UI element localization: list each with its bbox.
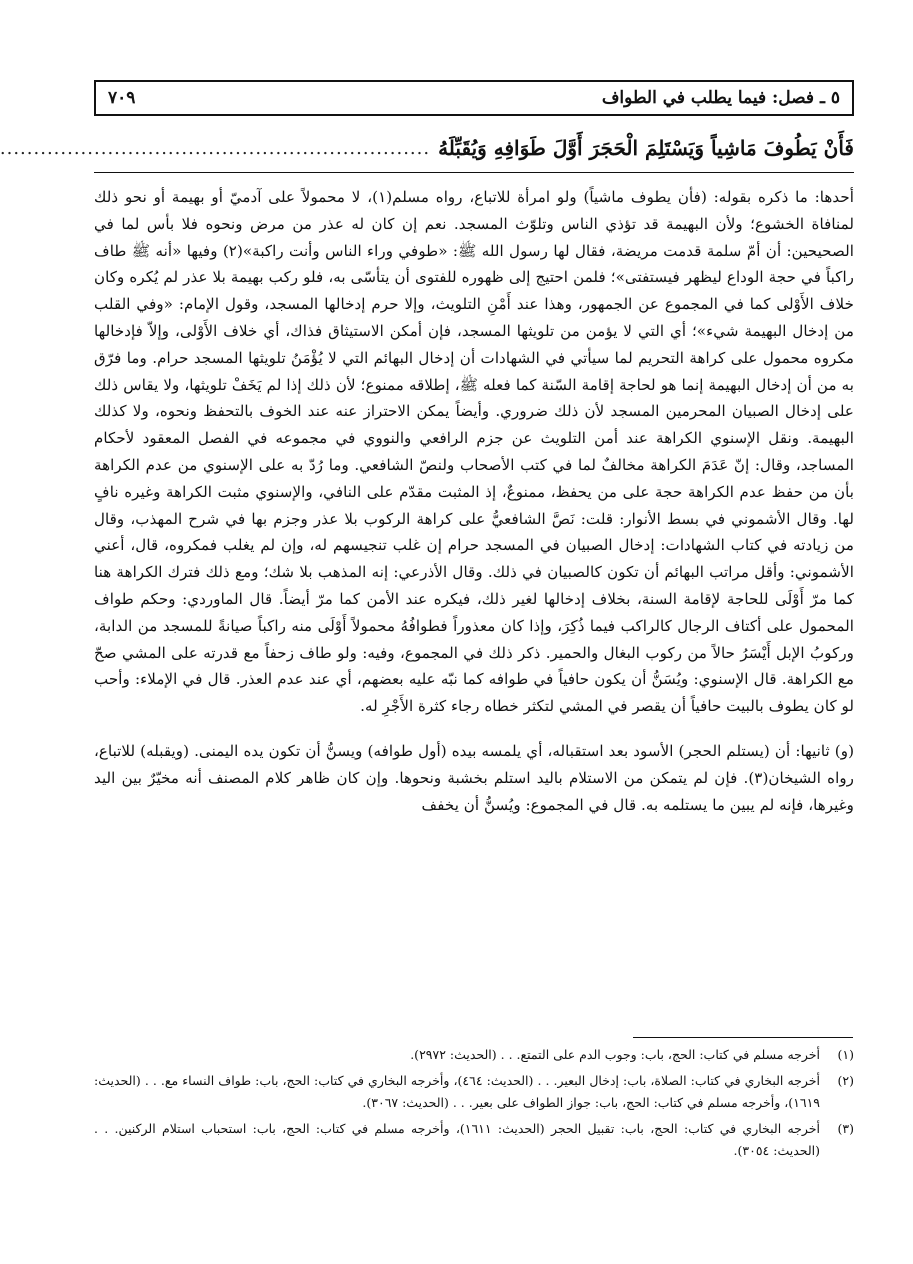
footnote-item (94, 1070, 854, 1114)
header-divider (94, 172, 854, 173)
leader-dots: ................................................................ (0, 137, 431, 159)
matn-text: فَأَنْ يَطُوفَ مَاشِياً وَيَسْتَلِمَ الْحَجَرَ أَوَّلَ طَوَافِهِ وَيُقَبِّلَهُ (438, 136, 854, 160)
page-number: ٧٠٩ (108, 88, 136, 108)
footnote-number: (٣) (837, 1121, 854, 1136)
footnote-item (94, 1118, 854, 1162)
commentary-body (94, 184, 854, 818)
footnote-text: أخرجه البخاري في كتاب: الحج، باب: تقبيل الحجر (الحديث: ١٦١١)، وأخرجه مسلم في كتاب: الحج، باب: استحباب استلام الركنين. . . (الحديث: ٣٠٥٤). (94, 1121, 820, 1158)
footnote-text: أخرجه مسلم في كتاب: الحج، باب: وجوب الدم على التمتع. . . (الحديث: ٢٩٧٢). (410, 1047, 820, 1062)
footnotes (94, 1044, 854, 1166)
footnote-number: (١) (837, 1047, 854, 1062)
footnote-item (94, 1044, 854, 1066)
chapter-title: ٥ ـ فصل: فيما يطلب في الطواف (601, 88, 840, 108)
footnote-number: (٢) (837, 1073, 854, 1088)
paragraph-first: أحدها: ما ذكره بقوله: (فأن يطوف ماشياً) ولو امرأة للاتباع، رواه مسلم(١)، لا محمولاً على آدميّ أو بهيمة أو نحو ذلك لمنافاة الخشوع؛ ولأن البهيمة قد تؤذي الناس وتلوّث المسجد. نعم إن كان له عذر من مرض ونحوه فلا بأس لما في الصحيحين: أن أمّ سلمة قدمت مريضة، فقال لها رسول الله ﷺ: «طوفي وراء الناس وأنت راكبة»(٢) وفيها «أنه ﷺ طاف راكباً في حجة الوداع ليظهر فيستفتى»؛ فلمن احتيج إلى ظهوره للفتوى أن يتأسّى به، فلو ركب بهيمة بلا عذر لم يُكره وكان خلاف الأَوْلى كما في المجموع عن الجمهور، وهذا عند أَمْنِ التلويث، وإلا حرم إدخالها المسجد، وقول الإمام: «وفي القلب من إدخال البهيمة شيء»؛ أي التي لا يؤمن من تلويثها المسجد، فإن أمكن الاستيثاق فذاك، أي خلاف الأَوْلى، وإلاّ فإدخالها مكروه محمول على كراهة التحريم لما سيأتي في الشهادات أن إدخال البهائم التي لا يُؤْمَنُ تلويثها المسجد حرام. وما فرّق به من أن إدخال البهيمة إنما هو لحاجة إقامة السّنة كما فعله ﷺ، إطلاقه ممنوع؛ لأن ذلك إذا لم يَخَفْ تلويثها، ولا يقاس ذلك على إدخال الصبيان المحرمين المسجد لأن ذلك ضروري. وأيضاً يمكن الاحتراز عنه عند الخوف بالتحفظ ونحوه، ولا كذلك البهيمة. ونقل الإسنوي الكراهة عند أمن التلويث عن جزم الرافعي والنووي في مجموعه في الفصل المعقود لأحكام المساجد، وقال: إنّ عَدَمَ الكراهة مخالفٌ لما في كتب الأصحاب ولنصّ الشافعي. وما رُدّ به على الإسنوي من عدم الكراهة بأن من حفظ عدم الكراهة حجة على من يحفظ، ممنوعٌ، إذ المثبت مقدّم على النافي، والإسنوي مثبت الكراهة وغيره نافٍ لها. وقال الأشموني في بسط الأنوار: قلت: نَصَّ الشافعيُّ على كراهة الركوب بلا عذر وجزم بها في شرح المهذب، وقال من زيادته في كتاب الشهادات: إدخال الصبيان في المسجد حرام إن غلب تنجيسهم له، وإن لم يغلب فمكروه، قال، أعني الأشموني: وأقل مراتب البهائم أن تكون كالصبيان في ذلك. وقال الأذرعي: إنه المذهب بلا شك؛ ومع ذلك فترك الكراهة هنا كما مرّ أَوْلَى للحاجة لإقامة السنة، بخلاف إدخالها لغير ذلك، فيكره عند الأمن كما مرّ أيضاً. قال الماوردي: وحكم طواف المحمول على أكتاف الرجال كالراكب فيما ذُكِرَ، وإذا كان معذوراً فطوافُهُ محمولاً أَوْلَى منه راكباً صيانةً للمسجد من الدابة، وركوبُ الإبل أَيْسَرُ حالاً من ركوب البغال والحمير. ذكر ذلك في المجموع، وفيه: ولو طاف زحفاً مع قدرته على المشي صحّ مع الكراهة. قال الإسنوي: ويُسَنُّ أن يكون حافياً في طوافه كما نبّه عليه بعضهم، أي عند عدم العذر. قال في الإملاء: وأحب لو كان يطوف بالبيت حافياً أن يقصر في المشي لتكثر خطاه رجاء كثرة الأَجْرِ له. (94, 188, 855, 716)
paragraph-second: (و) ثانيها: أن (يستلم الحجر) الأسود بعد استقباله، أي يلمسه بيده (أول طوافه) ويسنُّ أن تكون يده اليمنى. (ويقبله) للاتباع، رواه الشيخان(٣). فإن لم يتمكن من الاستلام باليد استلم بخشبة ونحوها. وإن كان ظاهر كلام المصنف أنه مخيّرٌ بين اليد وغيرها، فإنه لم يبين ما يستلمه به. قال في المجموع: ويُسنُّ أن يخفف (94, 741, 854, 814)
footnote-divider (633, 1037, 853, 1038)
matn-line (0, 130, 854, 166)
running-header (94, 80, 854, 116)
footnote-text: أخرجه البخاري في كتاب: الصلاة، باب: إدخال البعير. . . (الحديث: ٤٦٤)، وأخرجه البخاري في كتاب: الحج، باب: طواف النساء مع. . . (الحديث: ١٦١٩)، وأخرجه مسلم في كتاب: الحج، باب: جواز الطواف على بعير. . . (الحديث: ٣٠٦٧). (94, 1073, 820, 1110)
